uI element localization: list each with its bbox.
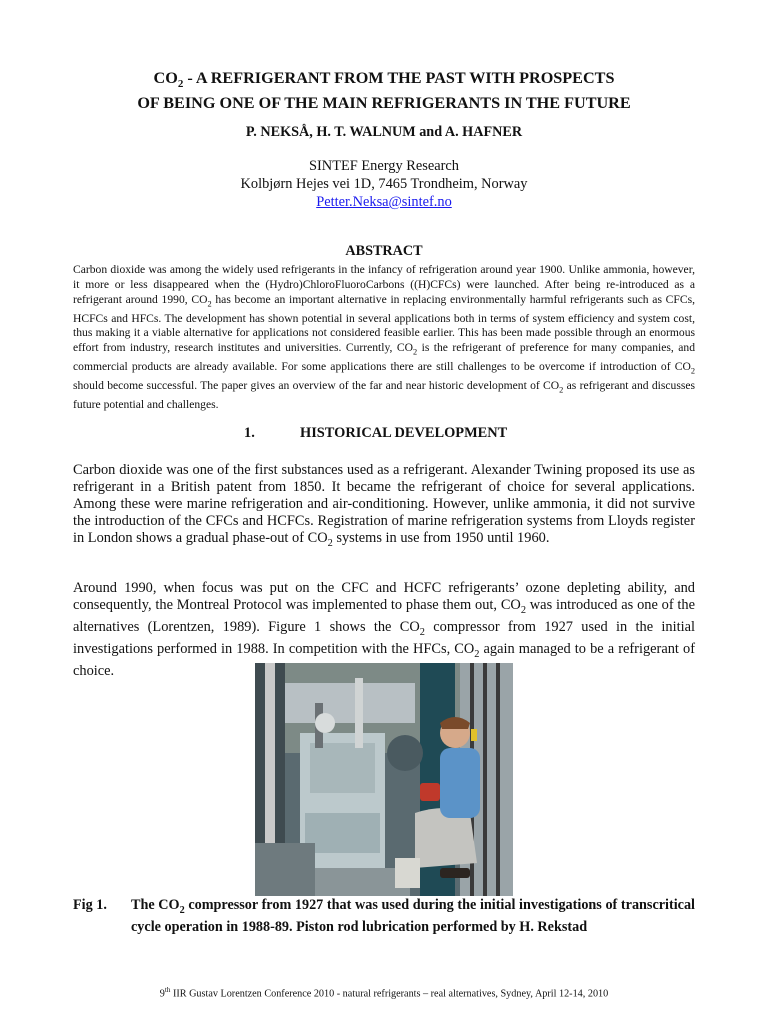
affiliation-org: SINTEF Energy Research xyxy=(309,158,459,174)
figure-label: Fig 1. xyxy=(73,897,107,913)
body-paragraph-1: Carbon dioxide was one of the first substances used as a refrigerant. Alexander Twining proposed its use as refrigerant in a British patent from 1850. It became the refrigerant of choice for several applications. Among these were marine refrigeration and air-conditioning. However, unlike ammonia, it did not survive the introduction of the CFCs and HCFCs. Registration of marine refrigeration systems from Lloyds register in London shows a gradual phase-out of $CO_2$ systems in use from 1950 until 1960. xyxy=(73,462,695,550)
paper-title xyxy=(60,69,708,113)
figure-caption: The $CO_2$ compressor from 1927 that was used during the initial investigations of transcritical cycle operation in 1988-89. Piston rod lubrication performed by H. Rekstad xyxy=(131,897,695,935)
author-email-link[interactable]: Petter.Neksa@sintef.no xyxy=(316,194,452,210)
abstract-body: Carbon dioxide was among the widely used refrigerants in the infancy of refrigeration around year 1900. Unlike ammonia, however, it more or less disappeared when the (Hydro)ChloroFluoroCarbons ((H)CFCs) were launched. After being re-introduced as a refrigerant around 1990, $CO_2$ has become an important alternative in replacing environmentally harmful refrigerants such as CFCs, HCFCs and HFCs. The development has shown potential in several applications both in terms of system efficiency and system cost, thus making it a viable alternative for applications not considered feasible earlier. This has been made possible through an enormous effort from industry, research institutes and universities. Currently, $CO_2$ is the refrigerant of preference for many companies, and commercial products are already available. For some applications there are still challenges to be overcome if introduction of $CO_2$ should become successful. The paper gives an overview of the far and near historic development of $CO_2$ as refrigerant and discusses future potential and challenges. xyxy=(73,263,696,412)
compressor-photo xyxy=(255,663,513,896)
body-paragraph-2: Around 1990, when focus was put on the CFC and HCFC refrigerants’ ozone depleting ability, and consequently, the Montreal Protocol was implemented to phase them out, $CO_2$ was introduced as one of the alternatives (Lorentzen, 1989). Figure 1 shows the $CO_2$ compressor from 1927 used in the initial investigations performed in 1988. In competition with the HFCs, $CO_2$ again managed to be a refrigerant of choice. xyxy=(73,580,695,679)
author-list: P. NEKSÅ, H. T. WALNUM and A. HAFNER xyxy=(245,124,523,140)
abstract-heading: ABSTRACT xyxy=(345,243,423,259)
affiliation xyxy=(60,157,708,211)
title-line-2: OF BEING ONE OF THE MAIN REFRIGERANTS IN THE FUTURE xyxy=(137,94,631,113)
affiliation-address: Kolbjørn Hejes vei 1D, 7465 Trondheim, Norway xyxy=(240,176,528,192)
section-title: HISTORICAL DEVELOPMENT xyxy=(300,425,508,441)
section-number: 1. xyxy=(244,425,255,441)
title-line-1: $CO_2$ - A REFRIGERANT FROM THE PAST WITH PROSPECTS xyxy=(153,69,615,91)
page-footer: 9th IIR Gustav Lorentzen Conference 2010 - natural refrigerants – real alternatives, Sydney, April 12-14, 2010 xyxy=(159,986,609,1000)
